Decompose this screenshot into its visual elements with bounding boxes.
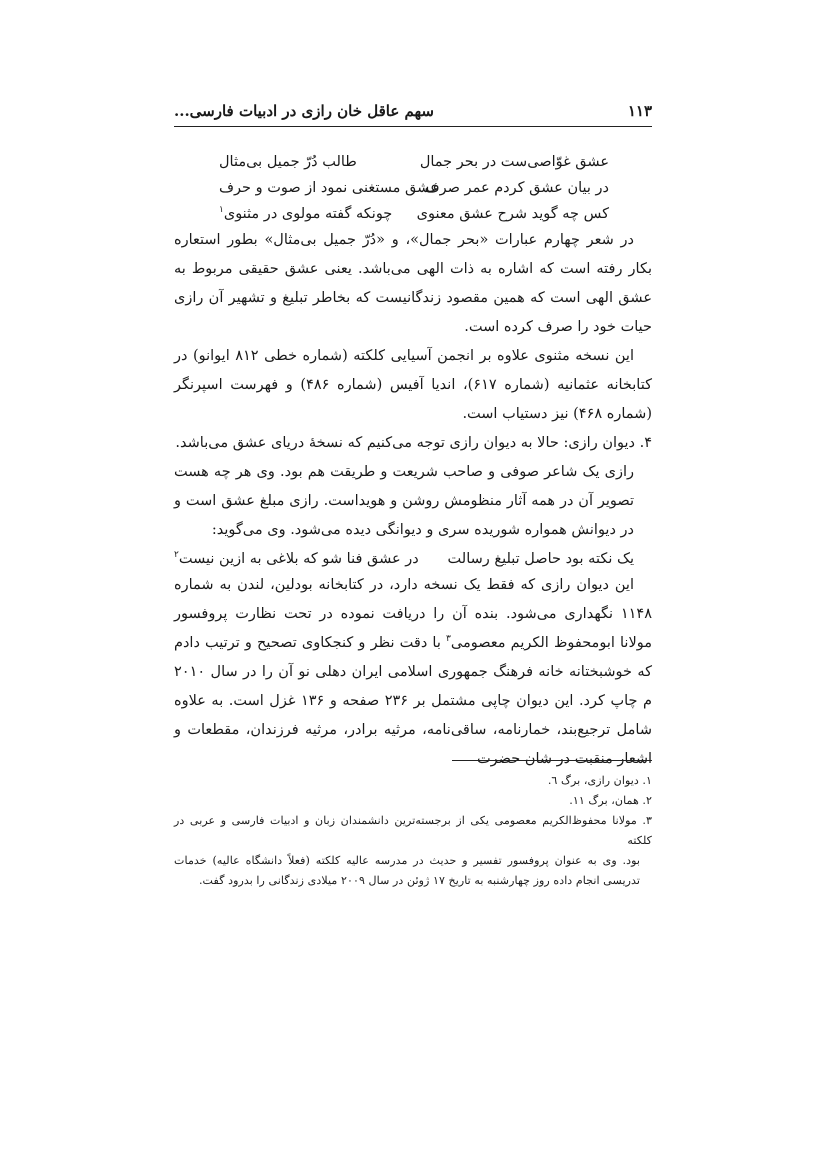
verse-first-hemistich: عشق غوّاصی‌ست در بحر جمال: [419, 154, 609, 170]
page-number: ۱۱۳: [627, 102, 652, 120]
couplet-first-hemistich: یک نکته بود حاصل تبلیغ رسالت: [447, 551, 634, 567]
verse-line: [174, 148, 652, 174]
paragraph-metaphor: در شعر چهارم عبارات «بحر جمال»، و «دُرّ جمیل بی‌مثال» بطور استعاره بکار رفته است که اشاره به ذات الهی می‌باشد. یعنی عشق حقیقی مربوط به عشق الهی است که همین مقصود زندگانیست که بخاطر تبلیغ و تشهیر آن رازی حیات خود را صرف کرده است.: [174, 232, 652, 335]
footnote-2: ۲. همان، برگ ۱۱.: [569, 794, 652, 807]
page-header: [174, 100, 652, 127]
paragraph-divan-edition: این دیوان رازی که فقط یک نسخه دارد، در کتابخانه بودلین، لندن به شماره ۱۱۴۸ نگهداری می‌شود. بنده آن را دریافت نموده در تحت نظارت پروفسور مولانا ابومحفوظ الکریم معصومی$^۳$ با دقت نظر و کنجکاوی تصحیح و ترتیب دادم که خوشبختانه خانه فرهنگ جمهوری اسلامی ایران دهلی نو آن را در سال ۲۰۱۰ م چاپ کرد. این دیوان چاپی مشتمل بر ۲۳۶ صفحه و ۱۳۶ غزل است. به علاوه شامل ترجیع‌بند، خمارنامه، ساقی‌نامه، مرثیه برادر، مرثیه فرزندان، مقطعات و اشعار منقبت در شان حضرت: [174, 577, 652, 767]
couplet-second-hemistich: در عشق فنا شو که بلاغی به ازین نیست$^۲$: [174, 550, 419, 567]
footnote-marker: ۳: [446, 634, 451, 645]
footnote-separator: [452, 760, 652, 761]
footnote-marker: ۲: [174, 550, 179, 561]
verse-first-hemistich: در بیان عشق کردم عمر صرف: [424, 180, 609, 196]
verse-line: [174, 200, 652, 226]
verse-first-hemistich: کس چه گوید شرح عشق معنوی: [416, 206, 609, 222]
verse-second-hemistich: طالب دُرّ جمیل بی‌مثال: [219, 154, 357, 170]
list-item-divan-text: رازی یک شاعر صوفی و صاحب شریعت و طریقت هم بود. وی هر چه هست تصویر آن در همه آثار منظومش روشن و هویداست. رازی مبلغ عشق است و در دیوانش همواره شوریده سری و دیوانگی دیده می‌شود. وی می‌گوید:: [174, 464, 634, 538]
list-item-divan-heading: ۴. دیوان رازی: حالا به دیوان رازی توجه می‌کنیم که نسخهٔ دریای عشق می‌باشد.: [175, 435, 652, 451]
footnote-3-continued: بود. وی به عنوان پروفسور تفسیر و حدیث در مدرسه عالیه کلکته (فعلاً دانشگاه عالیه) خدمات تدریسی انجام داده روز چهارشنبه به تاریخ ۱۷ ژوئن در سال ۲۰۰۹ میلادی زندگانی را بدرود گفت.: [174, 854, 640, 887]
body-text: [174, 148, 652, 774]
footnote-3: ۳. مولانا محفوظ‌الکریم معصومی یکی از برجسته‌ترین دانشمندان زبان و ادبیات فارسی و عربی در کلکته: [174, 814, 652, 847]
quoted-couplet: [174, 545, 652, 571]
running-title: سهم عاقل خان رازی در ادبیات فارسی...: [174, 102, 434, 120]
footnote-1: ۱. دیوان رازی، برگ ٦.: [547, 774, 652, 787]
footnotes: [174, 771, 652, 891]
footnote-marker: ۱: [219, 205, 224, 216]
verse-line: [174, 174, 652, 200]
verse-second-hemistich: چونکه گفته مولوی در مثنوی$^۱$: [219, 205, 393, 222]
paragraph-manuscripts: این نسخه مثنوی علاوه بر انجمن آسیایی کلکته (شماره خطی ۸۱۲ ایوانو) در کتابخانه عثمانیه (شماره ۶۱۷)، اندیا آفیس (شماره ۴۸۶) و فهرست اسپرنگر (شماره ۴۶۸) نیز دستیاب است.: [174, 348, 652, 422]
verse-second-hemistich: عشق مستغنی نمود از صوت و حرف: [219, 180, 439, 196]
